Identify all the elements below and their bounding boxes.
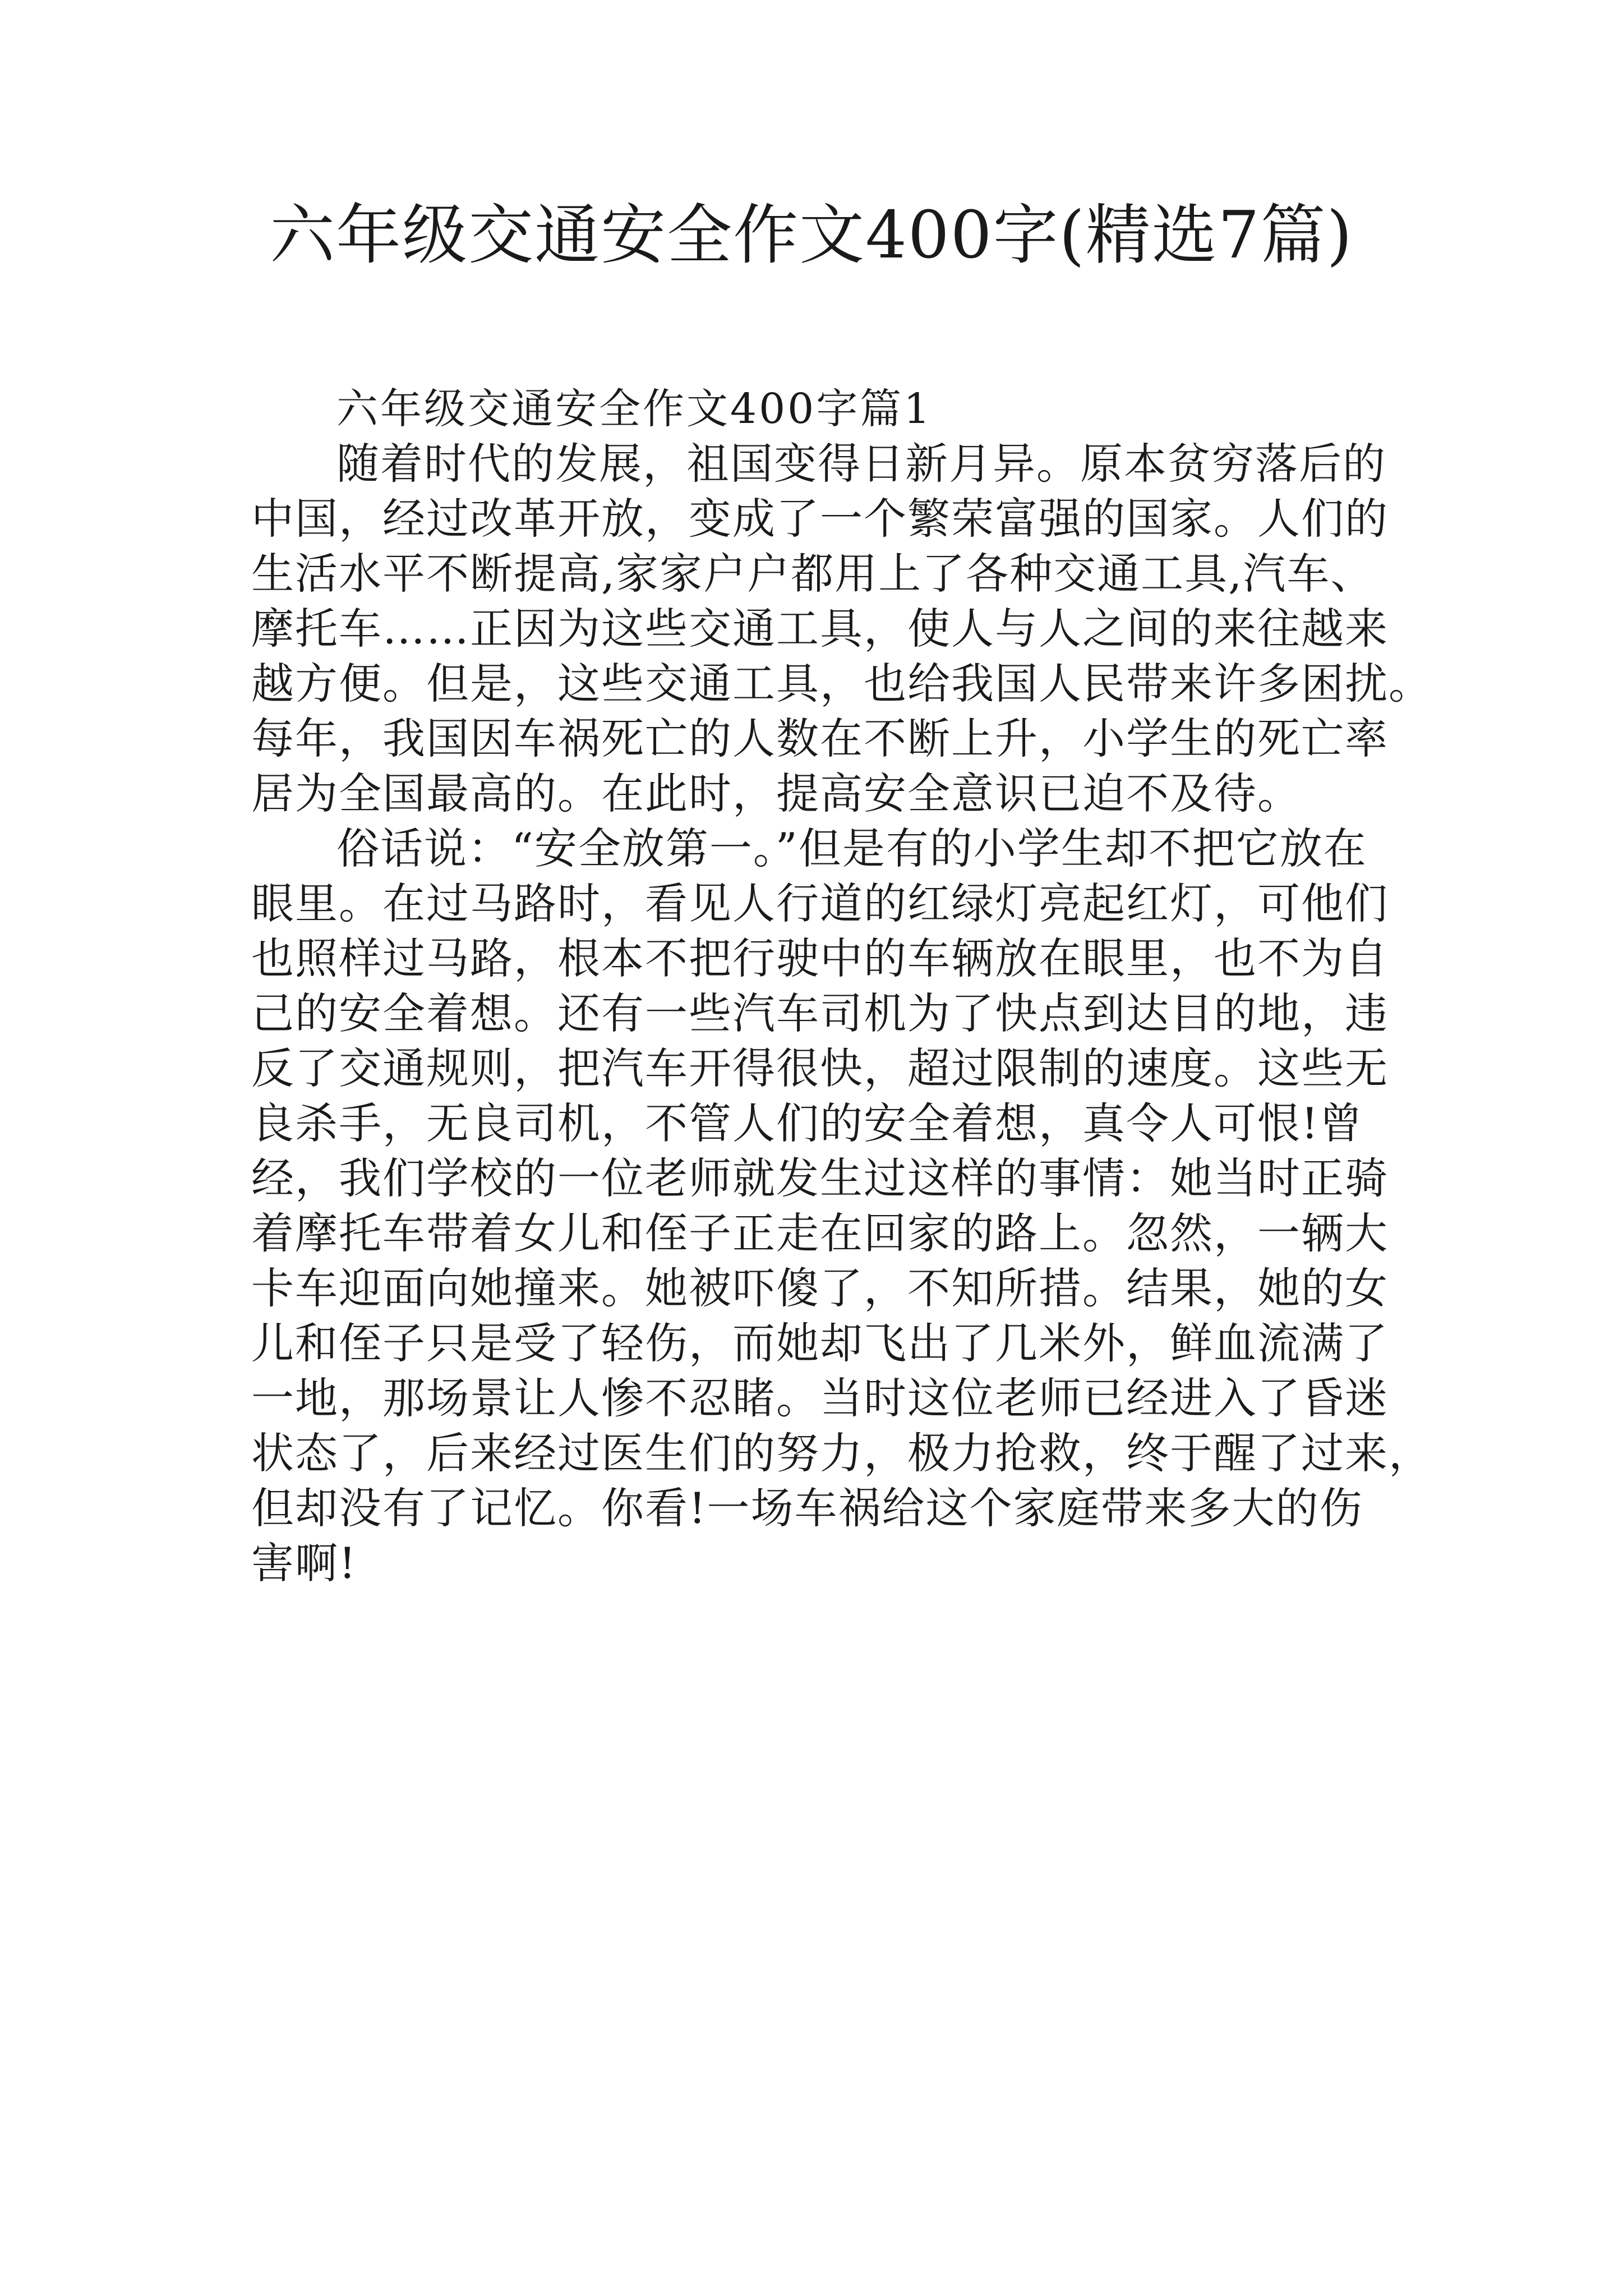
- text-line: 俗话说：“安全放第一。”但是有的小学生却不把它放在: [336, 823, 1367, 873]
- text-line: 也照样过马路，根本不把行驶中的车辆放在眼里，也不为自: [251, 933, 1389, 983]
- text-line: 每年，我国因车祸死亡的人数在不断上升，小学生的死亡率: [251, 714, 1389, 763]
- text-line: 经，我们学校的一位老师就发生过这样的事情：她当时正骑: [251, 1153, 1389, 1203]
- text-line: 着摩托车带着女儿和侄子正走在回家的路上。忽然，一辆大: [251, 1208, 1389, 1258]
- paragraph-2: [251, 821, 1432, 1591]
- text-line: 随着时代的发展，祖国变得日新月异。原本贫穷落后的: [336, 439, 1386, 489]
- text-line: 良杀手，无良司机，不管人们的安全着想，真令人可恨!曾: [251, 1098, 1363, 1148]
- text-line: 摩托车……正因为这些交通工具，使人与人之间的来往越来: [251, 604, 1389, 654]
- text-line: 己的安全着想。还有一些汽车司机为了快点到达目的地，违: [251, 988, 1389, 1038]
- text-line: 害啊!: [251, 1538, 357, 1588]
- text-line: 儿和侄子只是受了轻伤，而她却飞出了几米外，鲜血流满了: [251, 1318, 1389, 1368]
- text-line: 但却没有了记忆。你看!一场车祸给这个家庭带来多大的伤: [251, 1483, 1363, 1533]
- text-line: 卡车迎面向她撞来。她被吓傻了，不知所措。结果，她的女: [251, 1263, 1389, 1313]
- text-line: 居为全国最高的。在此时，提高安全意识已迫不及待。: [251, 769, 1301, 818]
- text-line: 眼里。在过马路时，看见人行道的红绿灯亮起红灯，可他们: [251, 878, 1389, 928]
- text-line: 生活水平不断提高,家家户户都用上了各种交通工具,汽车、: [251, 549, 1375, 599]
- text-line: 一地，那场景让人惨不忍睹。当时这位老师已经进入了昏迷: [251, 1373, 1389, 1423]
- paragraph-1: [251, 436, 1432, 821]
- text-line: 反了交通规则，把汽车开得很快，超过限制的速度。这些无: [251, 1043, 1389, 1093]
- text-line: 状态了，后来经过医生们的努力，极力抢救，终于醒了过来，: [251, 1428, 1432, 1478]
- text-line: 越方便。但是，这些交通工具，也给我国人民带来许多困扰。: [251, 659, 1432, 708]
- text-line: 中国，经过改革开放，变成了一个繁荣富强的国家。人们的: [251, 494, 1389, 544]
- section-heading: 六年级交通安全作文400字篇1: [336, 385, 933, 433]
- document-title: 六年级交通安全作文400字(精选7篇): [270, 197, 1353, 273]
- document-body: [251, 381, 1432, 1591]
